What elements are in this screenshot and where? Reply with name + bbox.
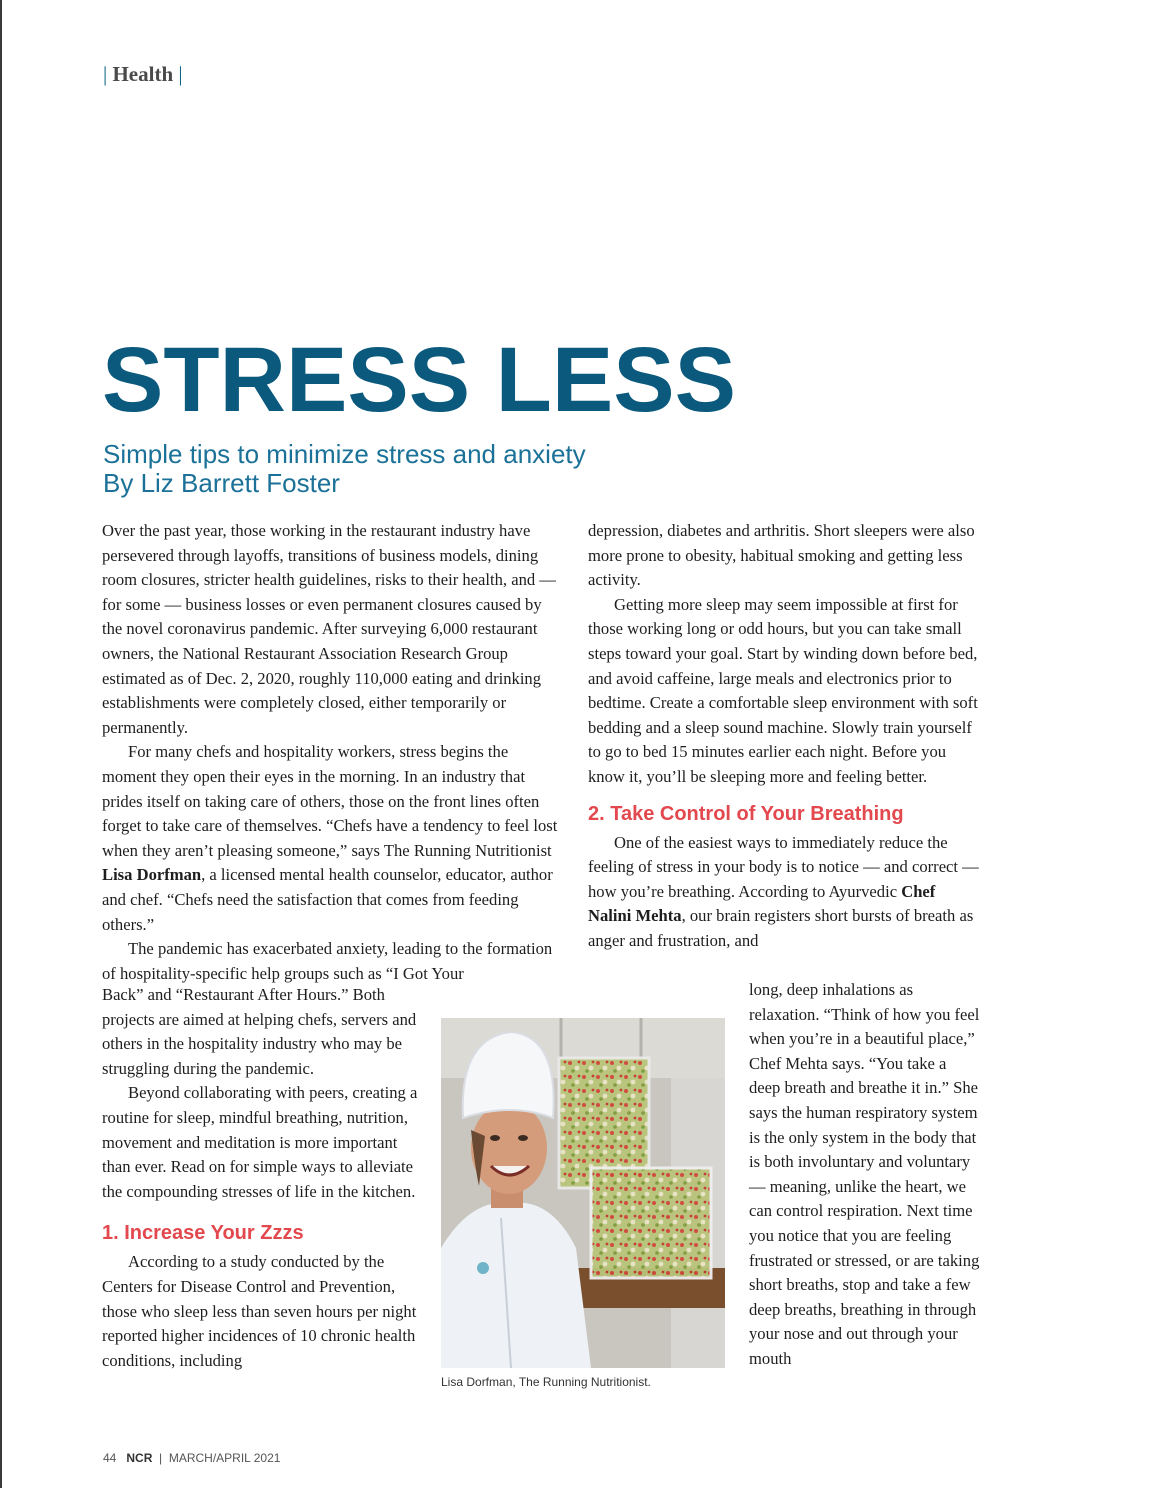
magazine-name: NCR [126,1451,153,1465]
subtitle: Simple tips to minimize stress and anxiety [103,439,586,469]
paragraph: Getting more sleep may seem impossible at first for those working long or odd hours, but you can take small steps toward your goal. Start by winding down before bed, and avoid caffeine, large meals and electronics prior to bedtime. Create a comfortable sleep environment with soft bedding and a sleep sound machine. Slowly train yourself to go to bed 15 minutes earlier each night. Before you know it, you’ll be sleeping more and feeling better. [588,594,978,786]
section-heading: 1. Increase Your Zzzs [102,1222,304,1245]
article-deck [103,440,586,498]
section-heading: 2. Take Control of Your Breathing [588,802,904,825]
page-edge [0,0,2,1488]
column-2-bottom [749,978,981,1372]
paragraph: The pandemic has exacerbated anxiety, leading to the formation of hospitality-specific help groups such as “I Got Your [102,939,553,983]
paragraph: According to a study conducted by the Centers for Disease Control and Prevention, those who sleep less than seven hours per night reported higher incidences of 10 chronic health conditions, including [102,1252,417,1370]
paragraph: Beyond collaborating with peers, creating a routine for sleep, mindful breathing, nutrition, movement and meditation is more important than ever. Read on for simple ways to alleviate the compounding stresses of life in the kitchen. [102,1083,418,1201]
section-tag: | Health | [103,62,183,86]
section-label: Health [112,62,174,86]
page-footer: 44 NCR | MARCH/APRIL 2021 [103,1451,281,1465]
column-2-top [588,519,980,954]
issue-date: MARCH/APRIL 2021 [168,1451,281,1465]
name-bold: Chef Nalini Mehta [588,881,936,926]
paragraph: long, deep inhalations as relaxation. “Think of how you feel when you’re in a beautiful place,” Chef Mehta says. “You take a deep breath and breathe it in.” She says the human respiratory system is the only system in the body that is both involuntary and voluntary — meaning, unlike the heart, we can control respiration. Next time you notice that you are feeling frustrated or stressed, or are taking short breaths, stop and take a few deep breaths, breathing in through your nose and out through your mouth [749,980,980,1368]
paragraph: depression, diabetes and arthritis. Short sleepers were also more prone to obesity, habitual smoking and getting less activity. [588,521,975,590]
photo-caption: Lisa Dorfman, The Running Nutritionist. [441,1375,651,1389]
paragraph: Over the past year, those working in the restaurant industry have persevered through layoffs, transitions of business models, dining room closures, stricter health guidelines, risks to their health, and — for some — business losses or even permanent closures caused by the novel coronavirus pandemic. After surveying 6,000 restaurant owners, the National Restaurant Association Research Group estimated as of Dec. 2, 2020, roughly 110,000 eating and drinking establishments were completely closed, either temporarily or permanently. [102,521,556,737]
article-title: STRESS LESS [102,329,736,431]
paragraph: For many chefs and hospitality workers, stress begins the moment they open their eyes in the morning. In an industry that prides itself on taking care of others, those on the front lines often forget to take care of themselves. “Chefs have a tendency to feel lost when they aren’t pleasing someone,” says The Running Nutritionist Lisa Dorfman, a licensed mental health counselor, educator, author and chef. “Chefs need the satisfaction that comes from feeding others.” [102,742,558,934]
column-1-bottom [102,983,420,1373]
byline: By Liz Barrett Foster [103,468,340,498]
chef-photo [441,1018,725,1368]
paragraph: Back” and “Restaurant After Hours.” Both projects are aimed at helping chefs, servers and others in the hospitality industry who may be struggling during the pandemic. [102,985,417,1078]
column-1-top [102,519,566,986]
name-bold: Lisa Dorfman [102,865,202,885]
paragraph: One of the easiest ways to immediately reduce the feeling of stress in your body is to notice — and correct — how you’re breathing. According to Ayurvedic Chef Nalini Mehta, our brain registers short bursts of breath as anger and frustration, and [588,832,979,950]
page-number: 44 [103,1451,117,1465]
